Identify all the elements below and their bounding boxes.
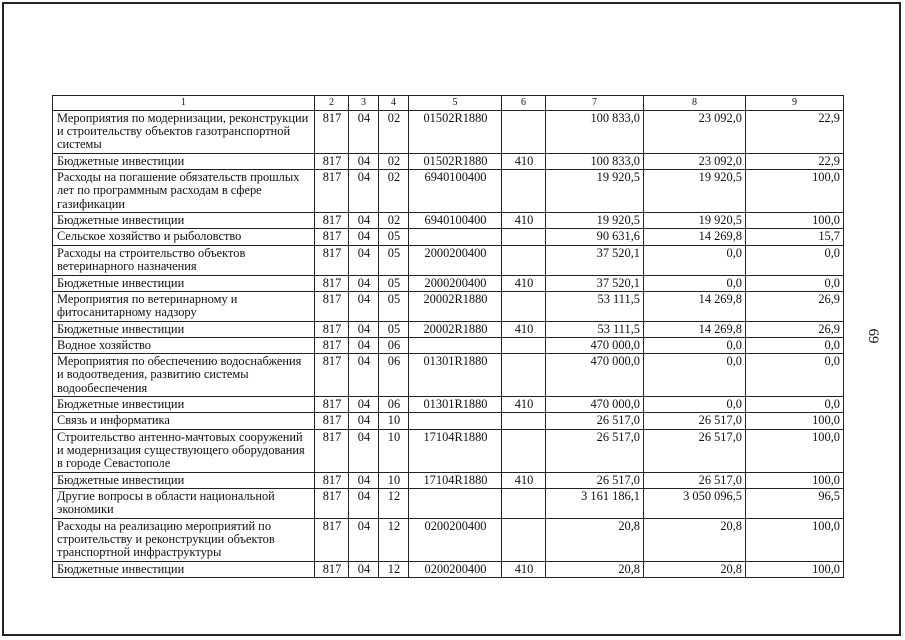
row-name-cell: Другие вопросы в области национальной экономики [53,488,315,518]
subsection-code-cell: 12 [379,518,409,561]
executed-amount-cell: 0,0 [644,397,746,413]
execution-percent-cell: 22,9 [746,154,844,170]
section-code-cell: 04 [349,245,379,275]
column-header: 1 [53,96,315,111]
ministry-code-cell: 817 [315,354,349,397]
table-row [53,338,844,354]
expense-type-code-cell [502,354,546,397]
target-article-code-cell: 01301R1880 [409,397,502,413]
target-article-code-cell: 0200200400 [409,518,502,561]
column-header: 5 [409,96,502,111]
target-article-code-cell [409,413,502,429]
approved-amount-cell: 470 000,0 [546,397,644,413]
row-name-cell: Бюджетные инвестиции [53,275,315,291]
approved-amount-cell: 37 520,1 [546,245,644,275]
subsection-code-cell: 02 [379,170,409,213]
approved-amount-cell: 37 520,1 [546,275,644,291]
target-article-code-cell: 01301R1880 [409,354,502,397]
section-code-cell: 04 [349,518,379,561]
column-header: 4 [379,96,409,111]
executed-amount-cell: 0,0 [644,245,746,275]
row-name-cell: Сельское хозяйство и рыболовство [53,229,315,245]
approved-amount-cell: 90 631,6 [546,229,644,245]
row-name-cell: Бюджетные инвестиции [53,154,315,170]
table-row [53,321,844,337]
ministry-code-cell: 817 [315,397,349,413]
approved-amount-cell: 53 111,5 [546,291,644,321]
section-code-cell: 04 [349,429,379,472]
ministry-code-cell: 817 [315,229,349,245]
column-header: 9 [746,96,844,111]
table-header-row [53,96,844,111]
execution-percent-cell: 26,9 [746,291,844,321]
expense-type-code-cell: 410 [502,321,546,337]
subsection-code-cell: 10 [379,429,409,472]
approved-amount-cell: 100 833,0 [546,154,644,170]
target-article-code-cell: 01502R1880 [409,111,502,154]
subsection-code-cell: 05 [379,275,409,291]
table-row [53,488,844,518]
ministry-code-cell: 817 [315,518,349,561]
subsection-code-cell: 05 [379,245,409,275]
expense-type-code-cell: 410 [502,472,546,488]
row-name-cell: Бюджетные инвестиции [53,397,315,413]
section-code-cell: 04 [349,229,379,245]
execution-percent-cell: 100,0 [746,561,844,577]
target-article-code-cell [409,488,502,518]
executed-amount-cell: 14 269,8 [644,291,746,321]
approved-amount-cell: 100 833,0 [546,111,644,154]
target-article-code-cell: 01502R1880 [409,154,502,170]
ministry-code-cell: 817 [315,245,349,275]
table-body [53,111,844,578]
subsection-code-cell: 12 [379,488,409,518]
section-code-cell: 04 [349,321,379,337]
ministry-code-cell: 817 [315,170,349,213]
executed-amount-cell: 14 269,8 [644,229,746,245]
section-code-cell: 04 [349,275,379,291]
target-article-code-cell: 6940100400 [409,213,502,229]
target-article-code-cell: 6940100400 [409,170,502,213]
subsection-code-cell: 02 [379,111,409,154]
table-row [53,397,844,413]
target-article-code-cell: 17104R1880 [409,429,502,472]
table-row [53,354,844,397]
table-row [53,413,844,429]
approved-amount-cell: 53 111,5 [546,321,644,337]
execution-percent-cell: 100,0 [746,213,844,229]
ministry-code-cell: 817 [315,213,349,229]
execution-percent-cell: 26,9 [746,321,844,337]
row-name-cell: Бюджетные инвестиции [53,321,315,337]
ministry-code-cell: 817 [315,111,349,154]
target-article-code-cell: 20002R1880 [409,321,502,337]
expense-type-code-cell [502,338,546,354]
approved-amount-cell: 3 161 186,1 [546,488,644,518]
subsection-code-cell: 02 [379,154,409,170]
subsection-code-cell: 02 [379,213,409,229]
row-name-cell: Водное хозяйство [53,338,315,354]
executed-amount-cell: 26 517,0 [644,472,746,488]
approved-amount-cell: 26 517,0 [546,472,644,488]
subsection-code-cell: 10 [379,472,409,488]
row-name-cell: Строительство антенно-мачтовых сооружений и модернизация существующего оборудования в городе Севастополе [53,429,315,472]
executed-amount-cell: 23 092,0 [644,111,746,154]
row-name-cell: Бюджетные инвестиции [53,561,315,577]
execution-percent-cell: 0,0 [746,354,844,397]
execution-percent-cell: 0,0 [746,245,844,275]
table-row [53,245,844,275]
approved-amount-cell: 19 920,5 [546,170,644,213]
execution-percent-cell: 15,7 [746,229,844,245]
subsection-code-cell: 06 [379,397,409,413]
table-row [53,518,844,561]
table-row [53,229,844,245]
target-article-code-cell: 2000200400 [409,275,502,291]
table-row [53,154,844,170]
expense-type-code-cell [502,229,546,245]
approved-amount-cell: 20,8 [546,518,644,561]
execution-percent-cell: 100,0 [746,518,844,561]
row-name-cell: Связь и информатика [53,413,315,429]
execution-percent-cell: 0,0 [746,397,844,413]
section-code-cell: 04 [349,111,379,154]
section-code-cell: 04 [349,413,379,429]
row-name-cell: Мероприятия по модернизации, реконструкции и строительству объектов газотранспортной системы [53,111,315,154]
subsection-code-cell: 05 [379,321,409,337]
row-name-cell: Мероприятия по обеспечению водоснабжения и водоотведения, развитию системы водообеспечения [53,354,315,397]
section-code-cell: 04 [349,170,379,213]
expense-type-code-cell [502,488,546,518]
column-header: 7 [546,96,644,111]
column-header: 8 [644,96,746,111]
target-article-code-cell: 17104R1880 [409,472,502,488]
execution-percent-cell: 96,5 [746,488,844,518]
executed-amount-cell: 14 269,8 [644,321,746,337]
expense-type-code-cell: 410 [502,561,546,577]
row-name-cell: Бюджетные инвестиции [53,472,315,488]
table-row [53,170,844,213]
expense-type-code-cell [502,291,546,321]
section-code-cell: 04 [349,213,379,229]
executed-amount-cell: 23 092,0 [644,154,746,170]
section-code-cell: 04 [349,291,379,321]
ministry-code-cell: 817 [315,275,349,291]
row-name-cell: Расходы на строительство объектов ветеринарного назначения [53,245,315,275]
expense-type-code-cell: 410 [502,275,546,291]
executed-amount-cell: 0,0 [644,338,746,354]
subsection-code-cell: 05 [379,291,409,321]
subsection-code-cell: 05 [379,229,409,245]
target-article-code-cell: 2000200400 [409,245,502,275]
ministry-code-cell: 817 [315,154,349,170]
target-article-code-cell [409,338,502,354]
section-code-cell: 04 [349,488,379,518]
target-article-code-cell [409,229,502,245]
ministry-code-cell: 817 [315,338,349,354]
row-name-cell: Расходы на реализацию мероприятий по строительству и реконструкции объектов транспортной инфраструктуры [53,518,315,561]
approved-amount-cell: 19 920,5 [546,213,644,229]
target-article-code-cell: 0200200400 [409,561,502,577]
executed-amount-cell: 20,8 [644,518,746,561]
ministry-code-cell: 817 [315,321,349,337]
expense-type-code-cell: 410 [502,397,546,413]
ministry-code-cell: 817 [315,561,349,577]
executed-amount-cell: 26 517,0 [644,413,746,429]
section-code-cell: 04 [349,397,379,413]
executed-amount-cell: 20,8 [644,561,746,577]
executed-amount-cell: 26 517,0 [644,429,746,472]
ministry-code-cell: 817 [315,472,349,488]
target-article-code-cell: 20002R1880 [409,291,502,321]
section-code-cell: 04 [349,354,379,397]
execution-percent-cell: 100,0 [746,170,844,213]
ministry-code-cell: 817 [315,488,349,518]
execution-percent-cell: 100,0 [746,472,844,488]
executed-amount-cell: 0,0 [644,354,746,397]
table-row [53,472,844,488]
expense-type-code-cell: 410 [502,213,546,229]
table-row [53,111,844,154]
executed-amount-cell: 3 050 096,5 [644,488,746,518]
table-row [53,561,844,577]
expense-type-code-cell: 410 [502,154,546,170]
row-name-cell: Бюджетные инвестиции [53,213,315,229]
subsection-code-cell: 06 [379,354,409,397]
table-row [53,213,844,229]
column-header: 2 [315,96,349,111]
approved-amount-cell: 470 000,0 [546,354,644,397]
table-row [53,275,844,291]
ministry-code-cell: 817 [315,429,349,472]
section-code-cell: 04 [349,154,379,170]
budget-table [52,95,844,578]
expense-type-code-cell [502,111,546,154]
execution-percent-cell: 0,0 [746,275,844,291]
table-row [53,291,844,321]
execution-percent-cell: 0,0 [746,338,844,354]
executed-amount-cell: 0,0 [644,275,746,291]
execution-percent-cell: 22,9 [746,111,844,154]
expense-type-code-cell [502,170,546,213]
ministry-code-cell: 817 [315,413,349,429]
expense-type-code-cell [502,413,546,429]
page-number: 69 [865,328,881,344]
row-name-cell: Расходы на погашение обязательств прошлых лет по программным расходам в сфере газификации [53,170,315,213]
expense-type-code-cell [502,245,546,275]
section-code-cell: 04 [349,472,379,488]
column-header: 3 [349,96,379,111]
approved-amount-cell: 26 517,0 [546,429,644,472]
approved-amount-cell: 470 000,0 [546,338,644,354]
table-row [53,429,844,472]
subsection-code-cell: 10 [379,413,409,429]
subsection-code-cell: 12 [379,561,409,577]
approved-amount-cell: 20,8 [546,561,644,577]
execution-percent-cell: 100,0 [746,413,844,429]
row-name-cell: Мероприятия по ветеринарному и фитосанитарному надзору [53,291,315,321]
expense-type-code-cell [502,429,546,472]
subsection-code-cell: 06 [379,338,409,354]
executed-amount-cell: 19 920,5 [644,170,746,213]
ministry-code-cell: 817 [315,291,349,321]
section-code-cell: 04 [349,338,379,354]
column-header: 6 [502,96,546,111]
expense-type-code-cell [502,518,546,561]
executed-amount-cell: 19 920,5 [644,213,746,229]
execution-percent-cell: 100,0 [746,429,844,472]
section-code-cell: 04 [349,561,379,577]
approved-amount-cell: 26 517,0 [546,413,644,429]
